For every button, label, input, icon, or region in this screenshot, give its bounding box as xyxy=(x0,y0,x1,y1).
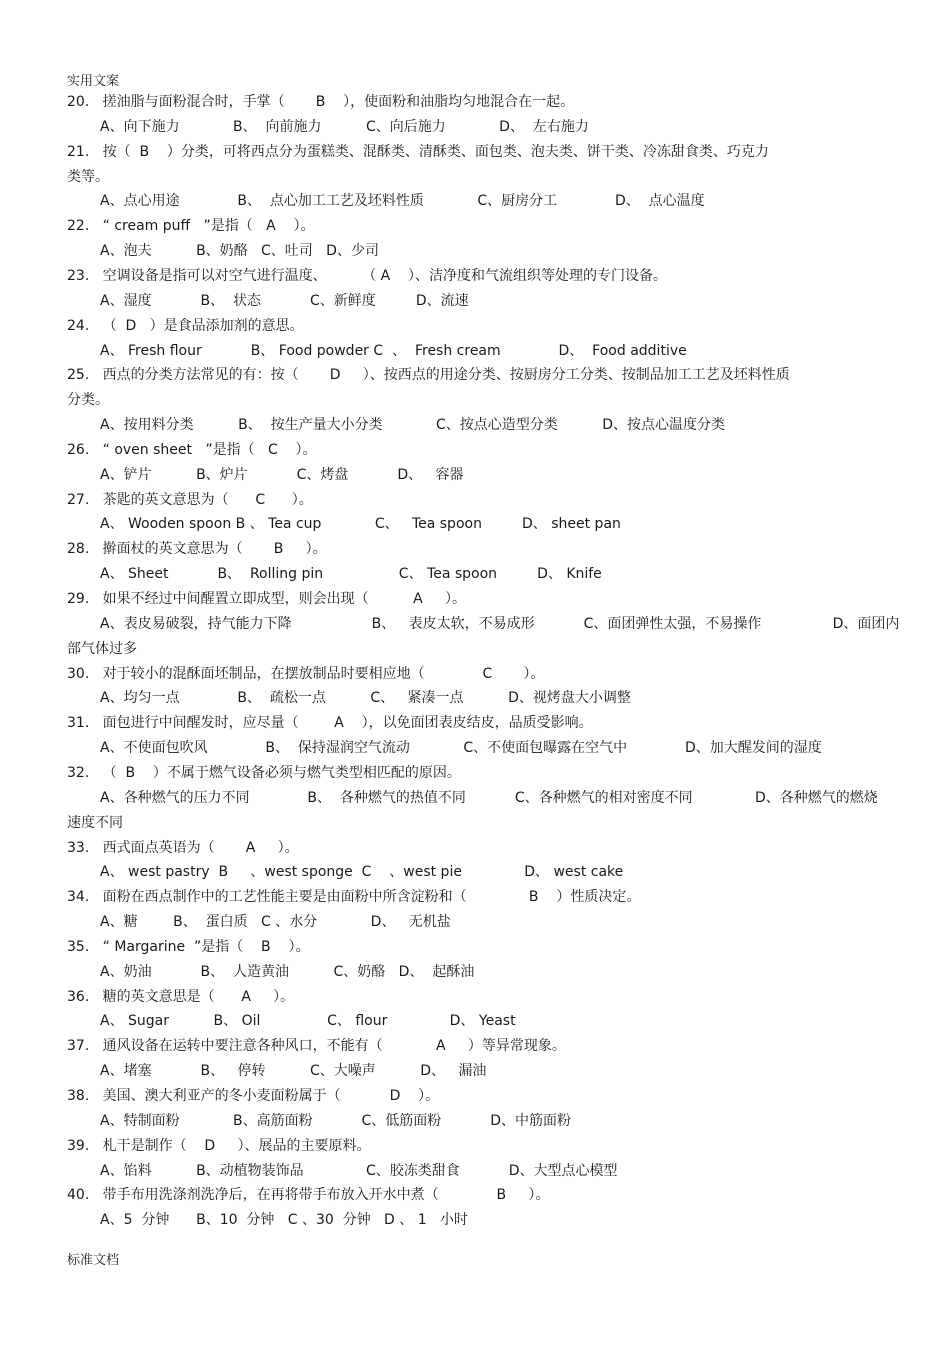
options-line: A、湿度 B、 状态 C、新鲜度 D、流速 xyxy=(100,292,469,309)
options-line: A、 Sugar B、 Oil C、 flour D、 Yeast xyxy=(100,1013,516,1030)
question-line: 34. 面粉在西点制作中的工艺性能主要是由面粉中所含淀粉和（ B ）性质决定。 xyxy=(67,889,641,906)
question-line: 30. 对于较小的混酥面坯制品，在摆放制品时要相应地（ C ）。 xyxy=(67,665,545,682)
question-line: 24. （ D ）是食品添加剂的意思。 xyxy=(67,317,304,334)
question-line: 28. 擀面杖的英文意思为（ B ）。 xyxy=(67,541,327,558)
options-line: A、特制面粉 B、高筋面粉 C、低筋面粉 D、中筋面粉 xyxy=(100,1112,572,1129)
options-line: A、铲片 B、炉片 C、烤盘 D、 容器 xyxy=(100,466,464,483)
options-line: A、按用料分类 B、 按生产量大小分类 C、按点心造型分类 D、按点心温度分类 xyxy=(100,417,726,434)
options-line: A、各种燃气的压力不同 B、 各种燃气的热值不同 C、各种燃气的相对密度不同 D、各种燃气的燃烧 xyxy=(100,789,878,806)
options-line: A、馅料 B、动植物装饰品 C、胶冻类甜食 D、大型点心模型 xyxy=(100,1162,618,1179)
continuation-line: 类等。 xyxy=(67,168,109,185)
question-line: 31. 面包进行中间醒发时，应尽量（ A ），以免面团表皮结皮，品质受影响。 xyxy=(67,715,593,732)
options-line: A、表皮易破裂，持气能力下降 B、 表皮太软，不易成形 C、面团弹性太强，不易操作 D、面团内 xyxy=(100,615,900,632)
question-line: 32. （ B ）不属于燃气设备必须与燃气类型相匹配的原因。 xyxy=(67,764,461,781)
options-line: A、堵塞 B、 停转 C、大噪声 D、 漏油 xyxy=(100,1063,487,1080)
question-line: 21. 按（ B ）分类，可将西点分为蛋糕类、混酥类、清酥类、面包类、泡夫类、饼干类、冷冻甜食类、巧克力 xyxy=(67,143,769,160)
options-line: A、泡夫 B、奶酪 C、吐司 D、少司 xyxy=(100,243,379,260)
continuation-line: 速度不同 xyxy=(67,814,123,831)
question-line: 20. 搓油脂与面粉混合时，手掌（ B ），使面粉和油脂均匀地混合在一起。 xyxy=(67,94,575,110)
options-line: A、 Sheet B、 Rolling pin C、 Tea spoon D、 Knife xyxy=(100,566,602,583)
question-line: 27. 茶匙的英文意思为（ C ）。 xyxy=(67,491,313,508)
question-line: 26. “ oven sheet ”是指（ C ）。 xyxy=(67,441,317,458)
continuation-line: 分类。 xyxy=(67,392,109,409)
options-line: A、糖 B、 蛋白质 C 、水分 D、 无机盐 xyxy=(100,914,451,931)
question-line: 29. 如果不经过中间醒置立即成型，则会出现（ A ）。 xyxy=(67,591,466,607)
options-line: A、 Fresh flour B、 Food powder C 、 Fresh cream D、 Food additive xyxy=(100,342,687,359)
page-footer: 标准文档 xyxy=(67,1253,120,1268)
options-line: A、 Wooden spoon B 、 Tea cup C、 Tea spoon D、 sheet pan xyxy=(100,516,621,533)
options-line: A、均匀一点 B、 疏松一点 C、 紧凑一点 D、视烤盘大小调整 xyxy=(100,690,631,707)
options-line: A、奶油 B、 人造黄油 C、奶酪 D、 起酥油 xyxy=(100,963,475,980)
options-line: A、点心用途 B、 点心加工工艺及坯料性质 C、厨房分工 D、 点心温度 xyxy=(100,193,705,210)
question-line: 23. 空调设备是指可以对空气进行温度、 （ A ）、洁净度和气流组织等处理的专门设备。 xyxy=(67,267,668,284)
page-header: 实用文案 xyxy=(67,74,120,89)
question-line: 36. 糖的英文意思是（ A ）。 xyxy=(67,988,295,1005)
continuation-line: 部气体过多 xyxy=(67,640,137,657)
question-line: 37. 通风设备在运转中要注意各种风口，不能有（ A ）等异常现象。 xyxy=(67,1038,566,1055)
options-line: A、5 分钟 B、10 分钟 C 、30 分钟 D 、 1 小时 xyxy=(100,1212,468,1229)
question-line: 39. 札干是制作（ D ）、展品的主要原料。 xyxy=(67,1137,371,1154)
question-line: 22. “ cream puff ”是指（ A ）。 xyxy=(67,218,315,235)
options-line: A、不使面包吹风 B、 保持湿润空气流动 C、不使面包曝露在空气中 D、加大醒发间的湿度 xyxy=(100,740,822,757)
question-line: 38. 美国、澳大利亚产的冬小麦面粉属于（ D ）。 xyxy=(67,1088,440,1104)
question-line: 35. “ Margarine ”是指（ B ）。 xyxy=(67,938,310,955)
question-line: 33. 西式面点英语为（ A ）。 xyxy=(67,839,299,856)
options-line: A、 west pastry B 、west sponge C 、west pie D、 west cake xyxy=(100,864,624,881)
options-line: A、向下施力 B、 向前施力 C、向后施力 D、 左右施力 xyxy=(100,118,589,135)
question-line: 25. 西点的分类方法常见的有：按（ D ）、按西点的用途分类、按厨房分工分类、按制品加工工艺及坯料性质 xyxy=(67,367,790,384)
question-line: 40. 带手布用洗涤剂洗净后，在再将带手布放入开水中煮（ B ）。 xyxy=(67,1187,550,1204)
